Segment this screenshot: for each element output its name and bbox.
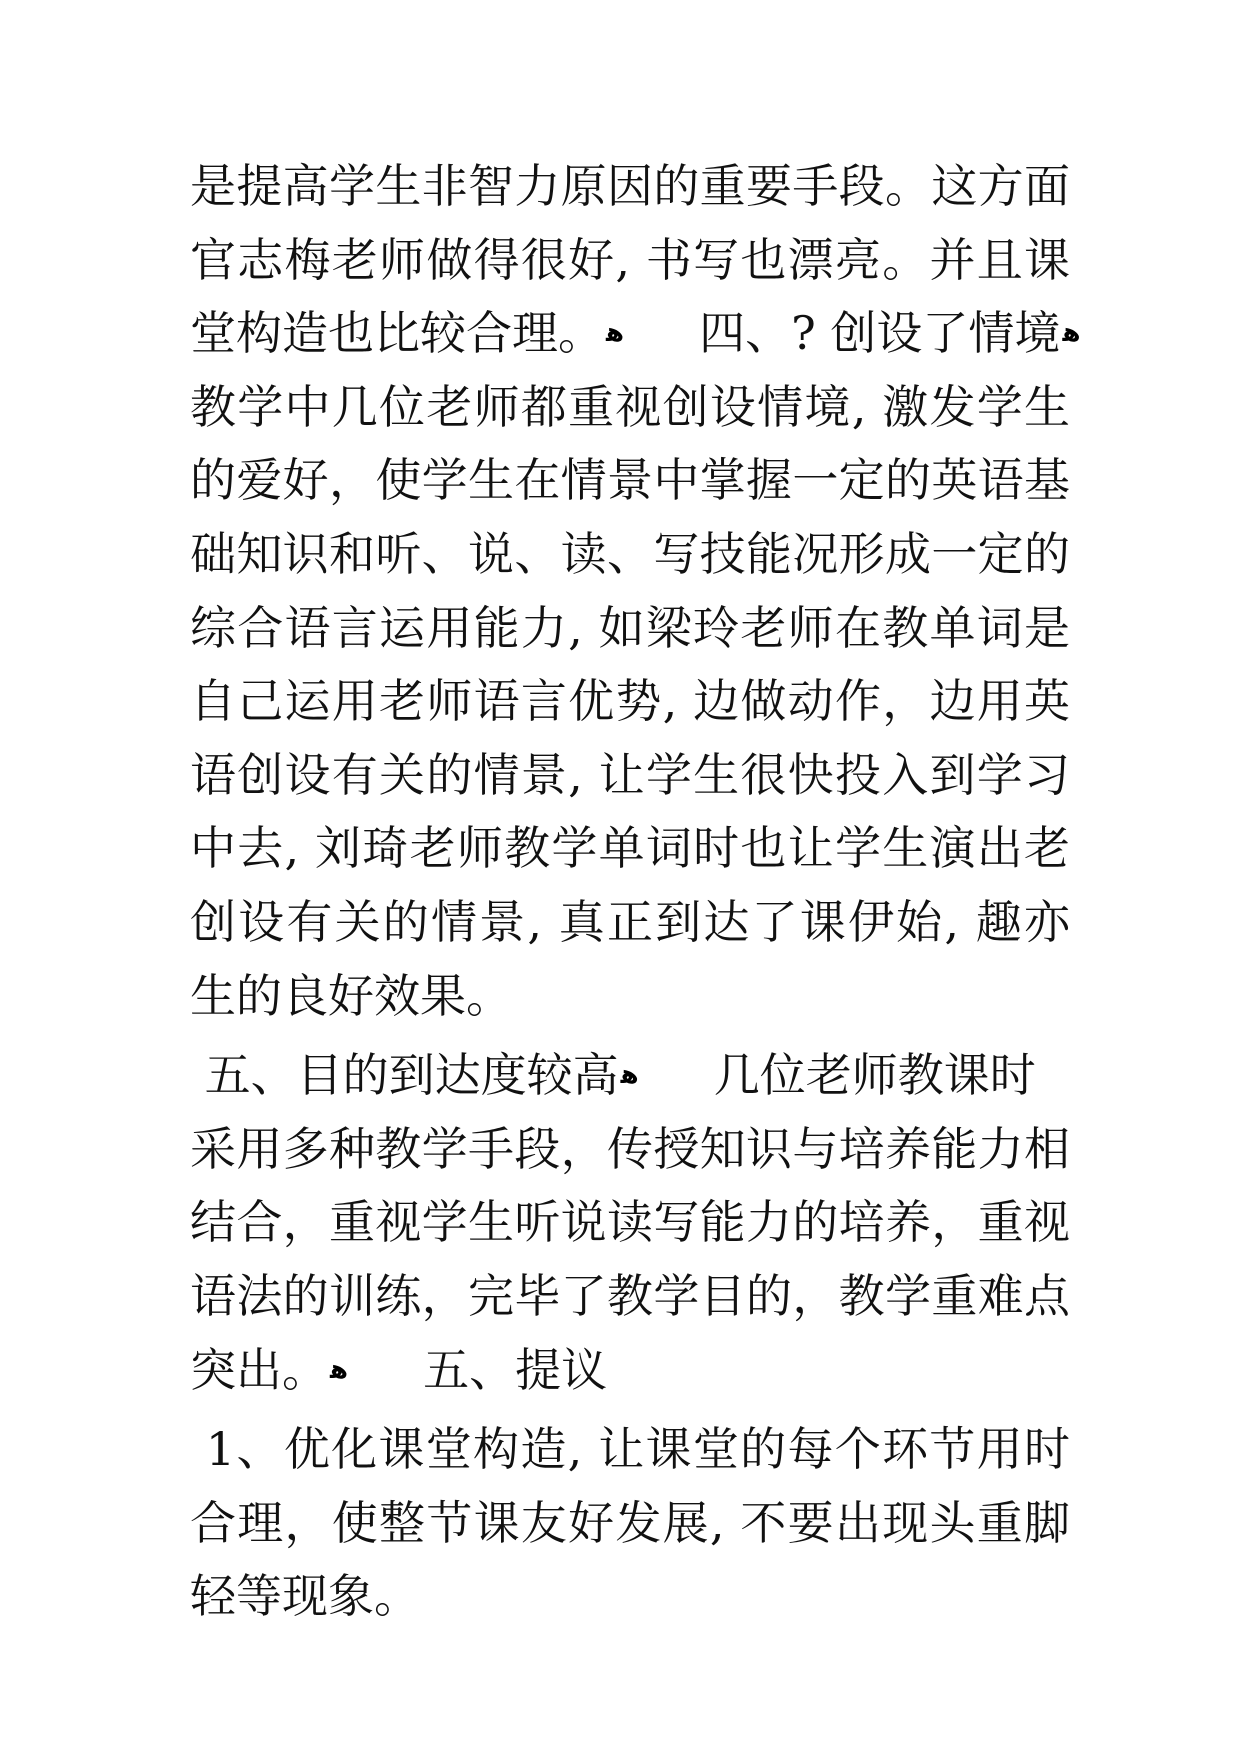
- text-segment: 语法的训练，完毕了教学目的，教学重难点: [190, 1268, 1070, 1323]
- text-segment: 创设有关的情景, 真正到达了课伊始, 趣亦: [190, 894, 1070, 949]
- paragraph-mark-icon: ﻫ: [606, 318, 625, 349]
- text-line: [190, 1487, 1070, 1561]
- text-line: [190, 297, 1081, 371]
- text-segment: 1、优化课堂构造, 让课堂的每个环节用时: [190, 1422, 1070, 1477]
- text-segment: 综合语言运用能力, 如梁玲老师在教单词是: [190, 600, 1070, 655]
- text-line: [190, 150, 1070, 224]
- text-line: [190, 886, 1070, 960]
- text-line: [190, 592, 1070, 666]
- text-segment: 四、? 创设了情境: [626, 306, 1061, 361]
- text-segment: 五、目的到达度较高: [190, 1048, 619, 1103]
- text-line: [190, 1260, 1070, 1334]
- text-line: [190, 960, 1070, 1034]
- text-segment: 几位老师教课时: [640, 1048, 1036, 1103]
- text-line: [190, 518, 1070, 592]
- text-line: [190, 665, 1070, 739]
- text-segment: 合理，使整节课友好发展, 不要出现头重脚: [190, 1495, 1070, 1550]
- text-line: [190, 739, 1070, 813]
- text-line: [190, 1113, 1070, 1187]
- text-segment: 结合，重视学生听说读写能力的培养，重视: [190, 1195, 1070, 1250]
- text-segment: 自己运用老师语言优势, 边做动作，边用英: [190, 674, 1070, 729]
- text-segment: 是提高学生非智力原因的重要手段。这方面: [190, 159, 1070, 213]
- text-segment: 中去, 刘琦老师教学单词时也让学生演出老: [190, 821, 1070, 876]
- text-segment: 采用多种教学手段，传授知识与培养能力相: [190, 1121, 1070, 1176]
- text-segment: 的爱好，使学生在情景中掌握一定的英语基: [190, 453, 1070, 508]
- body-text: [190, 150, 1081, 1634]
- paragraph-mark-icon: ﻫ: [1062, 318, 1081, 349]
- text-segment: 突出。: [190, 1342, 328, 1397]
- text-segment: 堂构造也比较合理。: [190, 306, 604, 361]
- text-segment: 教学中几位老师都重视创设情境, 激发学生: [190, 379, 1070, 434]
- text-line: [190, 1334, 1070, 1408]
- text-segment: 轻等现象。: [190, 1569, 420, 1624]
- text-segment: 官志梅老师做得很好, 书写也漂亮。并且课: [190, 232, 1070, 287]
- text-line: [190, 1560, 1070, 1634]
- text-line: [190, 444, 1070, 518]
- text-line: [190, 224, 1070, 298]
- text-line: [190, 1186, 1070, 1260]
- text-segment: 五、提议: [350, 1342, 608, 1397]
- text-segment: 语创设有关的情景, 让学生很快投入到学习: [190, 747, 1070, 802]
- text-segment: 生的良好效果。: [190, 968, 512, 1023]
- text-segment: 础知识和听、说、读、写技能况形成一定的: [190, 526, 1070, 581]
- paragraph-mark-icon: ﻫ: [330, 1354, 349, 1385]
- paragraph-mark-icon: ﻫ: [620, 1060, 639, 1091]
- text-line: [190, 812, 1070, 886]
- text-line: [190, 1413, 1070, 1487]
- text-line: [190, 1039, 1070, 1113]
- text-line: [190, 371, 1070, 445]
